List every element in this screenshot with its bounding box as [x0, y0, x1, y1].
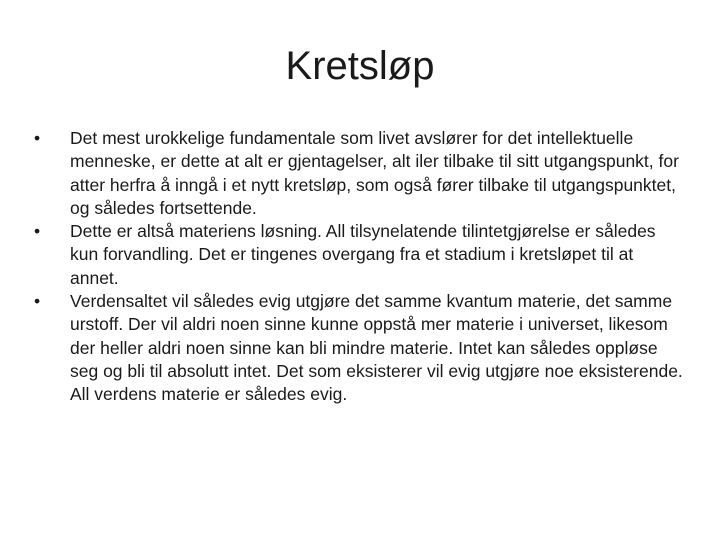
bullet-icon: •: [34, 128, 41, 148]
bullet-icon: •: [34, 221, 41, 242]
bullet-list: [34, 127, 684, 407]
bullet-item: [34, 127, 684, 220]
bullet-text: Dette er altså materiens løsning. All tilsynelatende tilintetgjørelse er således kun forvandling. Det er tingenes overgang fra et stadium i kretsløpet til at annet.: [70, 221, 656, 288]
bullet-text: Det mest urokkelige fundamentale som livet avslører for det intellektuelle menneske, er dette at alt er gjentagelser, alt iler tilbake til sitt utgangspunkt, for atter herfra å inngå i et nytt kretsløp, som også fører tilbake til utgangspunktet, og således fortsettende.: [70, 128, 679, 218]
bullet-item: [34, 220, 684, 290]
bullet-item: [34, 290, 684, 406]
slide-title: Kretsløp: [285, 44, 435, 88]
bullet-text: Verdensaltet vil således evig utgjøre det samme kvantum materie, det samme urstoff. Der vil aldri noen sinne kunne oppstå mer materie i universet, likesom der heller aldri noen sinne kan bli mindre materie. Intet kan således oppløse seg og bli til absolutt intet. Det som eksisterer vil evig utgjøre noe eksisterende. All verdens materie er således evig.: [70, 291, 683, 405]
bullet-icon: •: [34, 291, 41, 312]
